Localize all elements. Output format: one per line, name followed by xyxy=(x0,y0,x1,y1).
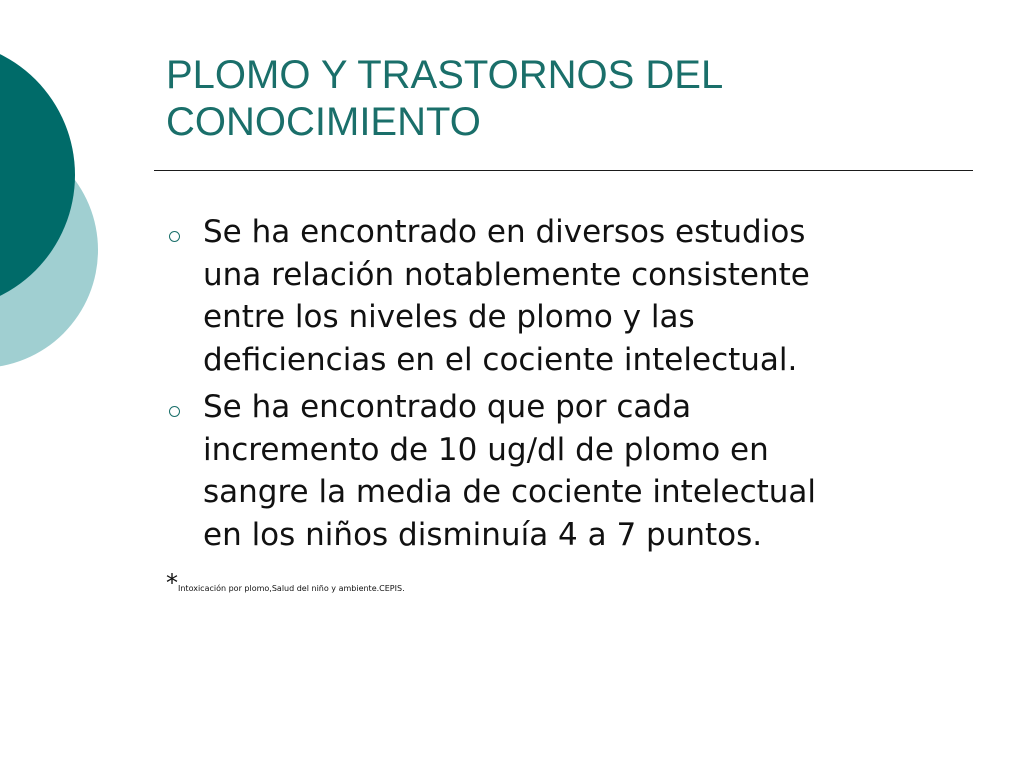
bullet-1-line-3: entre los niveles de plomo y las xyxy=(203,299,695,335)
decorative-circles xyxy=(0,0,110,420)
hollow-circle-icon xyxy=(169,406,180,417)
footnote-text: Intoxicación por plomo,Salud del niño y ambiente.CEPIS. xyxy=(178,584,405,593)
footnote-marker: * xyxy=(166,569,178,597)
bullet-1-line-2: una relación notablemente consistente xyxy=(203,256,810,293)
bullet-1-line-1: Se ha encontrado en diversos estudios xyxy=(203,214,806,250)
bullet-2-line-1: Se ha encontrado que por cada xyxy=(203,389,692,425)
bullet-1-line-4: deficiencias en el cociente intelectual. xyxy=(203,341,798,378)
footnote xyxy=(166,568,405,598)
bullet-2-line-4: en los niños disminuía 4 a 7 puntos. xyxy=(203,516,763,553)
bullet-item xyxy=(164,386,964,556)
slide-title xyxy=(166,52,986,146)
slide-title-line-2: CONOCIMIENTO xyxy=(166,100,481,144)
bullet-list xyxy=(164,211,964,561)
slide-title-line-1: PLOMO Y TRASTORNOS DEL xyxy=(166,53,724,97)
title-divider xyxy=(154,170,973,171)
hollow-circle-icon xyxy=(169,231,180,242)
bullet-2-line-2: incremento de 10 ug/dl de plomo en xyxy=(203,431,769,468)
bullet-item xyxy=(164,211,964,381)
bullet-2-line-3: sangre la media de cociente intelectual xyxy=(203,474,817,510)
